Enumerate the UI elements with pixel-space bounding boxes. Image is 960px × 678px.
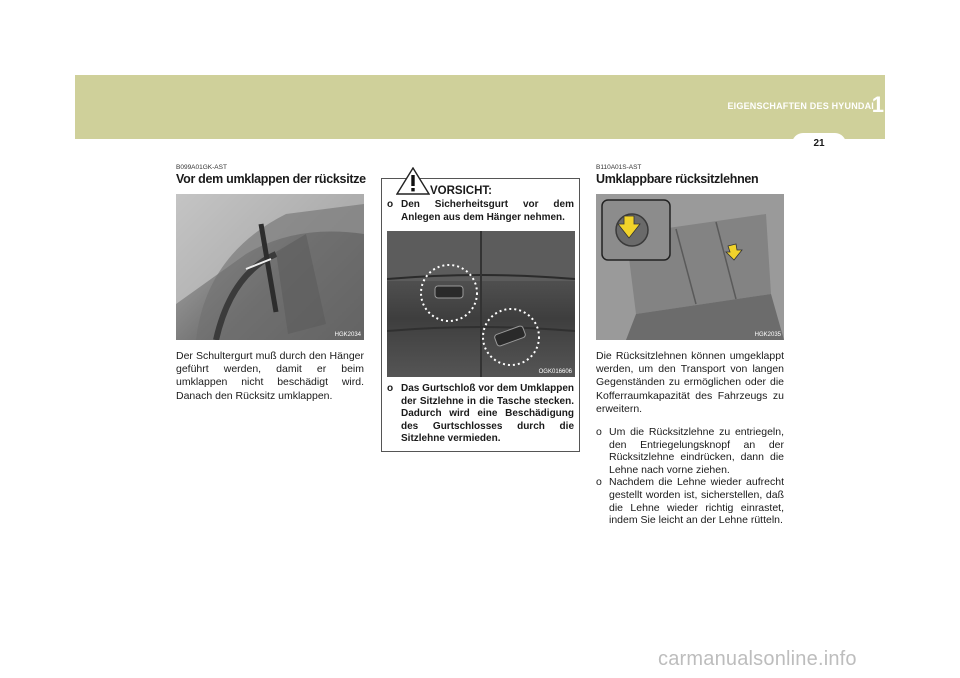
list-item [596, 426, 784, 476]
list-item-text: Um die Rücksitzlehne zu entriegeln, den Entriegelungsknopf an der Rücksitzlehne eindrücken, dann die Lehne nach vorne ziehen. [609, 426, 784, 476]
caution-box [381, 178, 580, 452]
page-number: 21 [792, 133, 846, 153]
left-column [176, 164, 364, 403]
section-code: B110A01S-AST [596, 164, 642, 171]
watermark: carmanualsonline.info [658, 648, 857, 670]
right-column [596, 164, 784, 527]
section-title: EIGENSCHAFTEN DES HYUNDAI [727, 101, 874, 111]
caution-item-text: Den Sicherheitsgurt vor dem Anlegen aus dem Hänger nehmen. [401, 199, 574, 223]
seatbelt-hanger-photo [176, 194, 364, 340]
bullet-mark: o [596, 426, 602, 439]
image-code: HGK2035 [754, 332, 781, 338]
chapter-number: 1 [871, 92, 884, 117]
image-code: OGK016606 [538, 369, 572, 375]
section-code: B099A01GK-AST [176, 164, 227, 171]
bullet-mark: o [387, 199, 394, 210]
image-code: HGK2034 [334, 332, 361, 338]
caution-item [387, 199, 574, 224]
bullet-mark: o [596, 476, 602, 489]
bullet-mark: o [387, 383, 394, 394]
list-item [596, 476, 784, 526]
seat-buckle-photo [387, 231, 575, 377]
instruction-list [596, 426, 784, 527]
body-text: Der Schultergurt muß durch den Hänger geführt werden, damit er beim umklappen nicht beschädigt wird. Danach den Rücksitz umklappen. [176, 350, 364, 402]
warning-triangle-icon [396, 167, 430, 195]
caution-title: VORSICHT: [430, 185, 492, 197]
caution-items [387, 199, 574, 446]
section-heading: Umklappbare rücksitzlehnen [596, 172, 759, 186]
body-text: Die Rücksitzlehnen können umgeklappt werden, um den Transport von langen Gegenständen zu ermöglichen oder die Kofferraumkapazität des Fahrzeugs zu erweitern. [596, 350, 784, 415]
caution-item-text: Das Gurtschloß vor dem Umklappen der Sitzlehne in die Tasche stecken. Dadurch wird eine Beschädigung des Gurtschlosses durch die Sitzlehne vermieden. [401, 383, 574, 444]
list-item-text: Nachdem die Lehne wieder aufrecht gestellt worden ist, sicherstellen, daß die Lehne wieder richtig einrastet, indem Sie leicht an der Lehne rütteln. [609, 476, 784, 527]
folding-seat-photo [596, 194, 784, 340]
caution-item [387, 383, 574, 446]
section-heading: Vor dem umklappen der rücksitze [176, 172, 366, 186]
